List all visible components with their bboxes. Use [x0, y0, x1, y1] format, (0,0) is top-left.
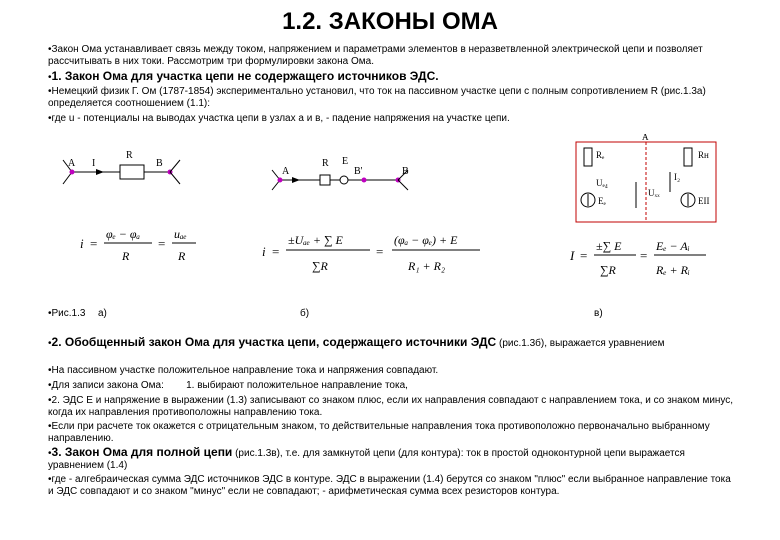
paragraph-passive-text: На пассивном участке положительное направление тока и напряжения совпадают.	[51, 365, 439, 376]
formula-1-eq2: =	[158, 236, 166, 251]
caption-a: а)	[98, 308, 107, 319]
fig-a-wire	[170, 160, 180, 172]
fig-a-label-a: A	[68, 158, 76, 169]
paragraph-intro-text: Закон Ома устанавливает связь между током, напряжением и параметрами элементов в неразветвленной электрической цепи и позволяет рассчитывать в них токи. Рассмотрим три формулировки закона Ома.	[48, 44, 703, 67]
paragraph-steps-b: 1. выбирают положительное направление тока,	[186, 380, 408, 391]
formula-2-rhs-den: R₁ + R₂	[408, 259, 446, 273]
paragraph-negative-current	[48, 421, 738, 445]
fig-c-label-ue: Uₑ₄	[596, 178, 608, 188]
fig-c-label-rn: Rн	[698, 150, 709, 160]
fig-c-resistor-e	[584, 148, 592, 166]
caption-fig	[48, 308, 85, 319]
fig-a-node-a	[70, 170, 75, 175]
fig-a-resistor	[120, 165, 144, 179]
fig-c-label-e1: Eₑ	[598, 196, 606, 206]
fig-b-wire	[398, 180, 408, 190]
heading-law-2-tail: (рис.1.3б), выражается уравнением	[498, 338, 665, 349]
formula-3-eq: =	[580, 248, 588, 263]
fig-b-label-r: R	[322, 158, 329, 169]
fig-c-label-i2: I₂	[674, 172, 681, 182]
fig-b-label-b2: B	[402, 166, 409, 177]
formula-1-num: φₑ − φₐ	[106, 227, 141, 241]
fig-c-label-uxx: Uₓₓ	[648, 188, 660, 198]
page-title: 1.2. ЗАКОНЫ ОМА	[282, 8, 498, 35]
fig-b-resistor	[320, 175, 330, 185]
formula-3-rhs-den: Rₑ + Rᵢ	[656, 263, 690, 277]
heading-law-2-text: 2. Обобщенный закон Ома для участка цепи, содержащего источники ЭДС	[51, 335, 497, 349]
fig-a-arrow	[96, 169, 104, 175]
formula-1-rhs-num: uₐₑ	[174, 227, 187, 241]
formula-1-rhs-den: R	[178, 249, 186, 263]
paragraph-potentials-text: где u - потенциалы на выводах участка цепи в узлах а и в, - падение напряжения на участке цепи.	[51, 113, 510, 124]
fig-a-label-b: B	[156, 158, 163, 169]
formula-2-eq2: =	[376, 244, 384, 259]
heading-law-3	[48, 446, 738, 472]
paragraph-potentials	[48, 113, 738, 125]
paragraph-steps-a: Для записи закона Ома:	[51, 380, 164, 391]
formula-2-lhs: i	[262, 244, 266, 259]
formula-3-num: ±∑ E	[596, 239, 622, 253]
formula-3-rhs-num: Eₑ − Aᵢ	[656, 239, 690, 253]
fig-b-arrow	[292, 177, 300, 183]
paragraph-emf-sign	[48, 395, 738, 419]
formula-3-lhs: I	[570, 248, 575, 263]
fig-a-wire	[170, 172, 180, 184]
caption-c: в)	[594, 308, 603, 319]
figure-b-circuit	[268, 152, 428, 202]
formula-1-eq: =	[90, 236, 98, 251]
heading-law-3-text: 3. Закон Ома для полной цепи	[51, 445, 233, 459]
heading-law-1-text: 1. Закон Ома для участка цепи не содержащего источников ЭДС.	[51, 69, 439, 83]
paragraph-ohm-history-text: Немецкий физик Г. Ом (1787-1854) экспериментально установил, что ток на пассивном участке цепи с полным сопротивлением R (рис.1.3а) определяется соотношением (1.1):	[48, 86, 706, 109]
formula-3-den: ∑R	[600, 263, 616, 277]
paragraph-passive	[48, 365, 738, 377]
paragraph-emf-sum	[48, 474, 738, 498]
formula-2	[258, 226, 488, 282]
formula-1	[76, 222, 206, 272]
fig-c-label-re: Rₑ	[596, 150, 605, 160]
fig-b-emf	[340, 176, 348, 184]
heading-law-3-tail: (рис.1.3в), т.е. для замкнутой цепи (для контура): ток в простой одноконтурной цепи выражается уравнением (1.4)	[48, 448, 685, 471]
fig-a-label-r: R	[126, 150, 133, 161]
paragraph-negative-current-text: Если при расчете ток окажется с отрицательным знаком, то действительные направления тока противоположно первоначально выбранному направлению.	[48, 421, 710, 444]
formula-2-rhs-num: (φₐ − φₑ) + E	[394, 233, 458, 247]
paragraph-emf-sum-text: где - алгебраическая сумма ЭДС источников ЭДС в контуре. ЭДС в выражении (1.4) берутся со знаком "плюс" если выбранное направление тока и ЭДС совпадают и со знаком "минус" если не совпадают; - арифметическая сумма всех резисторов контура.	[48, 474, 731, 497]
paragraph-ohm-history	[48, 86, 738, 110]
heading-law-2	[48, 336, 738, 350]
formula-2-eq: =	[272, 244, 280, 259]
fig-a-label-i: I	[92, 158, 96, 169]
fig-b-label-e: E	[342, 156, 349, 167]
formula-1-lhs: i	[80, 236, 84, 251]
formula-2-den: ∑R	[312, 259, 328, 273]
fig-c-resistor-n	[684, 148, 692, 166]
heading-law-1	[48, 70, 738, 84]
caption-fig-text: Рис.1.3	[51, 308, 86, 319]
paragraph-steps	[48, 380, 738, 392]
fig-c-label-a: A	[642, 134, 649, 142]
caption-b: б)	[300, 308, 310, 319]
figure-c-circuit	[566, 134, 736, 230]
figure-a-circuit	[58, 140, 188, 190]
fig-b-label-a: A	[282, 166, 290, 177]
formula-3	[566, 232, 746, 284]
formula-3-eq2: =	[640, 248, 648, 263]
fig-c-label-e2: EII	[698, 196, 710, 206]
formula-1-den: R	[122, 249, 130, 263]
paragraph-emf-sign-text: 2. ЭДС Е и напряжение в выражении (1.3) записывают со знаком плюс, если их направления совпадают с направлением тока, и со знаком минус, когда их направления противоположны направлению тока.	[48, 395, 734, 418]
formula-2-num: ±Uₐₑ + ∑ E	[288, 233, 343, 247]
paragraph-intro	[48, 44, 738, 68]
fig-b-node-a	[278, 178, 283, 183]
fig-b-label-b1: B'	[354, 166, 363, 177]
fig-b-node-b1	[362, 178, 367, 183]
